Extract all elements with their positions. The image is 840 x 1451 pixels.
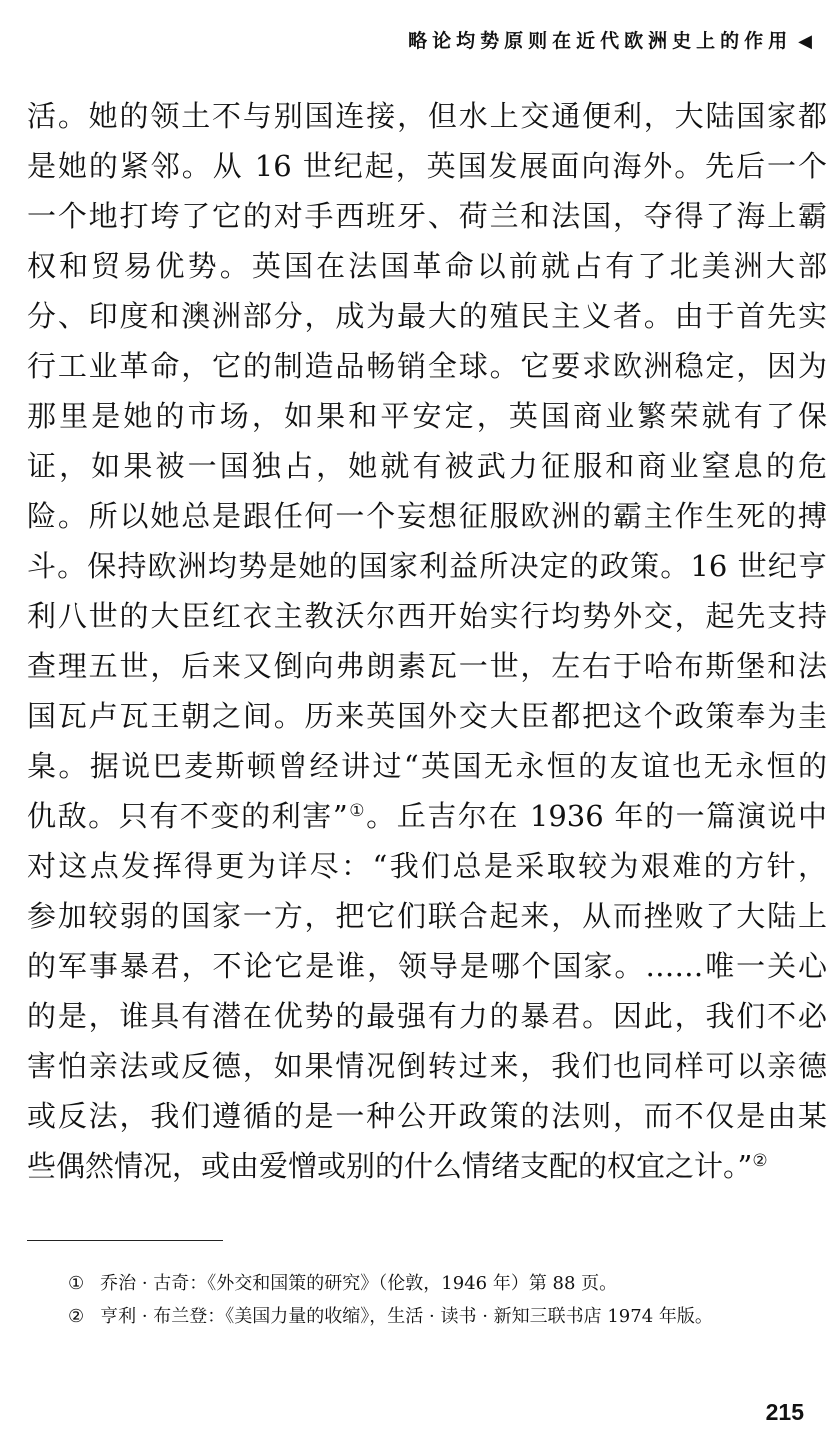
- text-line: 险。所以她总是跟任何一个妄想征服欧洲的霸主作生死的搏: [27, 499, 827, 533]
- text-segment: 些偶然情况，或由爱憎或别的什么情绪支配的权宜之计。”: [27, 1149, 753, 1183]
- footnote-divider: [27, 1240, 223, 1241]
- page-number: 215: [765, 1399, 804, 1425]
- text-line: 是她的紧邻。从 16 世纪起，英国发展面向海外。先后一个: [27, 149, 827, 183]
- footnote-mark: ②: [68, 1306, 85, 1327]
- footnote-1: [27, 1267, 815, 1300]
- footnote-mark: ①: [68, 1273, 85, 1294]
- text-line: 或反法，我们遵循的是一种公开政策的法则，而不仅是由某: [27, 1099, 827, 1133]
- text-line: 的军事暴君，不论它是谁，领导是哪个国家。……唯一关心: [27, 949, 827, 983]
- text-line: 害怕亲法或反德，如果情况倒转过来，我们也同样可以亲德: [27, 1049, 827, 1083]
- running-head: [408, 26, 812, 53]
- footnote-text: 乔治 · 古奇：《外交和国策的研究》（伦敦，1946 年）第 88 页。: [100, 1273, 618, 1294]
- footnote-ref-2[interactable]: ②: [752, 1151, 768, 1171]
- text-line: 臬。据说巴麦斯顿曾经讲过“英国无永恒的友谊也无永恒的: [27, 749, 827, 783]
- footnote-ref-1[interactable]: ①: [347, 801, 367, 821]
- text-segment: 仇敌。只有不变的利害”: [27, 799, 348, 833]
- text-line: 证，如果被一国独占，她就有被武力征服和商业窒息的危: [27, 449, 827, 483]
- text-line: 斗。保持欧洲均势是她的国家利益所决定的政策。16 世纪亨: [27, 549, 827, 583]
- text-segment: 。丘吉尔在 1936 年的一篇演说中: [366, 799, 827, 833]
- text-line: 行工业革命，它的制造品畅销全球。它要求欧洲稳定，因为: [27, 349, 827, 383]
- text-line: 参加较弱的国家一方，把它们联合起来，从而挫败了大陆上: [27, 899, 827, 933]
- body-text: [27, 91, 827, 1191]
- text-line-with-footnote-ref: [27, 1141, 827, 1191]
- running-head-title: 略论均势原则在近代欧洲史上的作用: [408, 30, 793, 52]
- text-line: 国瓦卢瓦王朝之间。历来英国外交大臣都把这个政策奉为圭: [27, 699, 827, 733]
- footnote-2: [27, 1300, 815, 1333]
- text-line: 对这点发挥得更为详尽：“我们总是采取较为艰难的方针，: [27, 849, 827, 883]
- text-line: 权和贸易优势。英国在法国革命以前就占有了北美洲大部: [27, 249, 827, 283]
- text-line: 那里是她的市场，如果和平安定，英国商业繁荣就有了保: [27, 399, 827, 433]
- text-line: 活。她的领土不与别国连接，但水上交通便利，大陆国家都: [27, 99, 827, 133]
- text-line: 查理五世，后来又倒向弗朗素瓦一世，左右于哈布斯堡和法: [27, 649, 827, 683]
- text-line: 的是，谁具有潜在优势的最强有力的暴君。因此，我们不必: [27, 999, 827, 1033]
- text-line: 分、印度和澳洲部分，成为最大的殖民主义者。由于首先实: [27, 299, 827, 333]
- footnotes: [27, 1267, 815, 1333]
- text-line: 利八世的大臣红衣主教沃尔西开始实行均势外交，起先支持: [27, 599, 827, 633]
- text-line-with-footnote-ref: [27, 791, 827, 841]
- footnote-text: 亨利 · 布兰登：《美国力量的收缩》，生活 · 读书 · 新知三联书店 1974 年版。: [100, 1306, 713, 1327]
- text-line: 一个地打垮了它的对手西班牙、荷兰和法国，夺得了海上霸: [27, 199, 827, 233]
- running-head-arrow-icon: ◀: [798, 31, 812, 52]
